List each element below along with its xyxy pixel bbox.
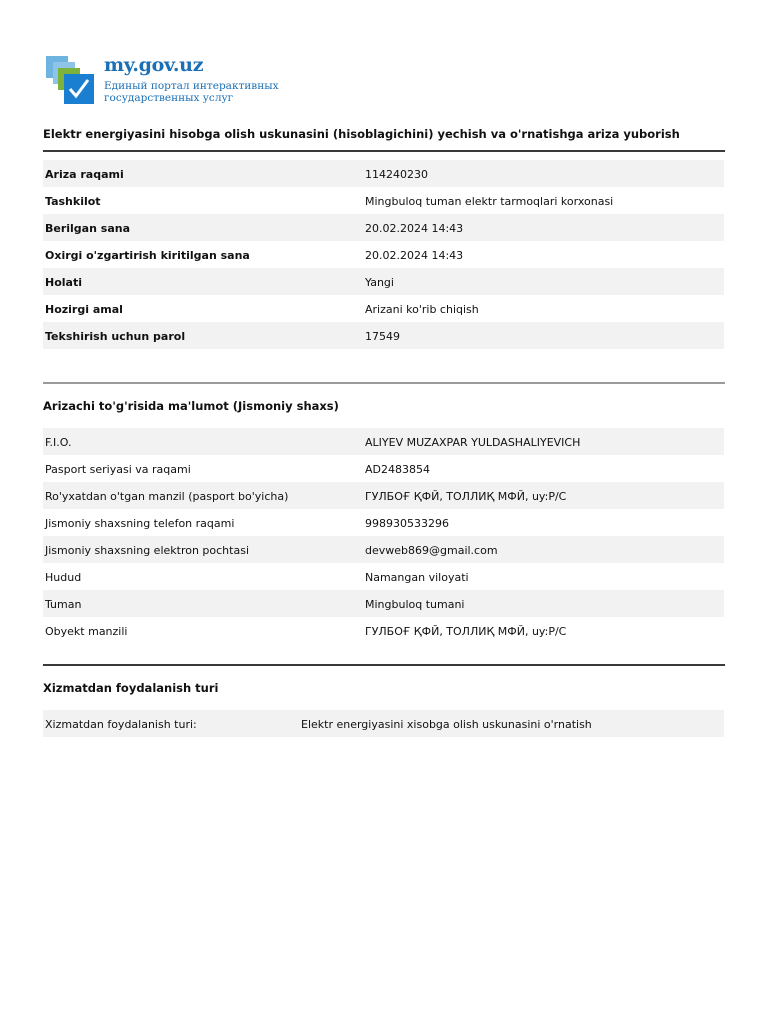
service-details-table bbox=[43, 710, 724, 737]
table-row bbox=[43, 241, 724, 268]
table-row bbox=[43, 428, 724, 455]
field-value: 17549 bbox=[361, 322, 724, 349]
field-value: 20.02.2024 14:43 bbox=[365, 248, 464, 262]
section-divider bbox=[43, 382, 725, 384]
table-row bbox=[43, 482, 724, 509]
field-label: Pasport seriyasi va raqami bbox=[45, 462, 191, 476]
field-value: Namangan viloyati bbox=[365, 570, 469, 584]
field-label: Jismoniy shaxsning elektron pochtasi bbox=[43, 536, 361, 563]
table-row bbox=[43, 509, 724, 536]
checkmark-icon bbox=[46, 52, 96, 106]
table-row bbox=[43, 710, 724, 737]
applicant-section-title: Arizachi to'g'risida ma'lumot (Jismoniy shaxs) bbox=[43, 399, 339, 413]
field-label: Ro'yxatdan o'tgan manzil (pasport bo'yicha) bbox=[43, 482, 361, 509]
field-label: Ariza raqami bbox=[43, 160, 361, 187]
field-value: Mingbuloq tuman elektr tarmoqlari korxonasi bbox=[365, 194, 614, 208]
portal-logo bbox=[46, 52, 306, 108]
field-label: Jismoniy shaxsning telefon raqami bbox=[45, 516, 235, 530]
field-label: Obyekt manzili bbox=[45, 624, 128, 638]
field-label: Xizmatdan foydalanish turi: bbox=[43, 710, 297, 737]
portal-logo-title: my.gov.uz bbox=[104, 54, 204, 76]
field-value: Mingbuloq tumani bbox=[361, 590, 724, 617]
field-label: Tashkilot bbox=[45, 194, 101, 208]
table-row bbox=[43, 590, 724, 617]
document-title: Elektr energiyasini hisobga olish uskunasini (hisoblagichini) yechish va o'rnatishga ariza yuborish bbox=[43, 127, 680, 141]
field-label: F.I.O. bbox=[43, 428, 361, 455]
table-row bbox=[43, 536, 724, 563]
field-value: 998930533296 bbox=[365, 516, 449, 530]
field-value: ГУЛБОҒ ҚФЙ, ТОЛЛИҚ МФЙ, uy:P/C bbox=[361, 482, 724, 509]
field-value: 114240230 bbox=[361, 160, 724, 187]
field-value: 20.02.2024 14:43 bbox=[361, 214, 724, 241]
field-label: Holati bbox=[43, 268, 361, 295]
application-details-table bbox=[43, 160, 724, 349]
table-row bbox=[43, 160, 724, 187]
applicant-details-table bbox=[43, 428, 724, 644]
table-row bbox=[43, 455, 724, 482]
field-label: Hozirgi amal bbox=[45, 302, 123, 316]
table-row bbox=[43, 563, 724, 590]
portal-logo-subtitle: Единый портал интерактивных государственных услуг bbox=[104, 80, 279, 104]
field-value: Arizani ko'rib chiqish bbox=[365, 302, 479, 316]
table-row bbox=[43, 187, 724, 214]
section-divider bbox=[43, 664, 725, 666]
field-value: devweb869@gmail.com bbox=[361, 536, 724, 563]
service-section-title: Xizmatdan foydalanish turi bbox=[43, 681, 219, 695]
table-row bbox=[43, 617, 724, 644]
table-row bbox=[43, 268, 724, 295]
field-value: Yangi bbox=[361, 268, 724, 295]
field-value: ГУЛБОҒ ҚФЙ, ТОЛЛИҚ МФЙ, uy:P/C bbox=[365, 624, 567, 638]
field-label: Tuman bbox=[43, 590, 361, 617]
table-row bbox=[43, 322, 724, 349]
field-value: AD2483854 bbox=[365, 462, 430, 476]
field-label: Oxirgi o'zgartirish kiritilgan sana bbox=[45, 248, 250, 262]
table-row bbox=[43, 295, 724, 322]
title-divider bbox=[43, 150, 725, 152]
field-label: Hudud bbox=[45, 570, 82, 584]
field-value: ALIYEV MUZAXPAR YULDASHALIYEVICH bbox=[361, 428, 724, 455]
table-row bbox=[43, 214, 724, 241]
field-label: Berilgan sana bbox=[43, 214, 361, 241]
field-label: Tekshirish uchun parol bbox=[43, 322, 361, 349]
field-value: Elektr energiyasini xisobga olish uskunasini o'rnatish bbox=[297, 710, 724, 737]
